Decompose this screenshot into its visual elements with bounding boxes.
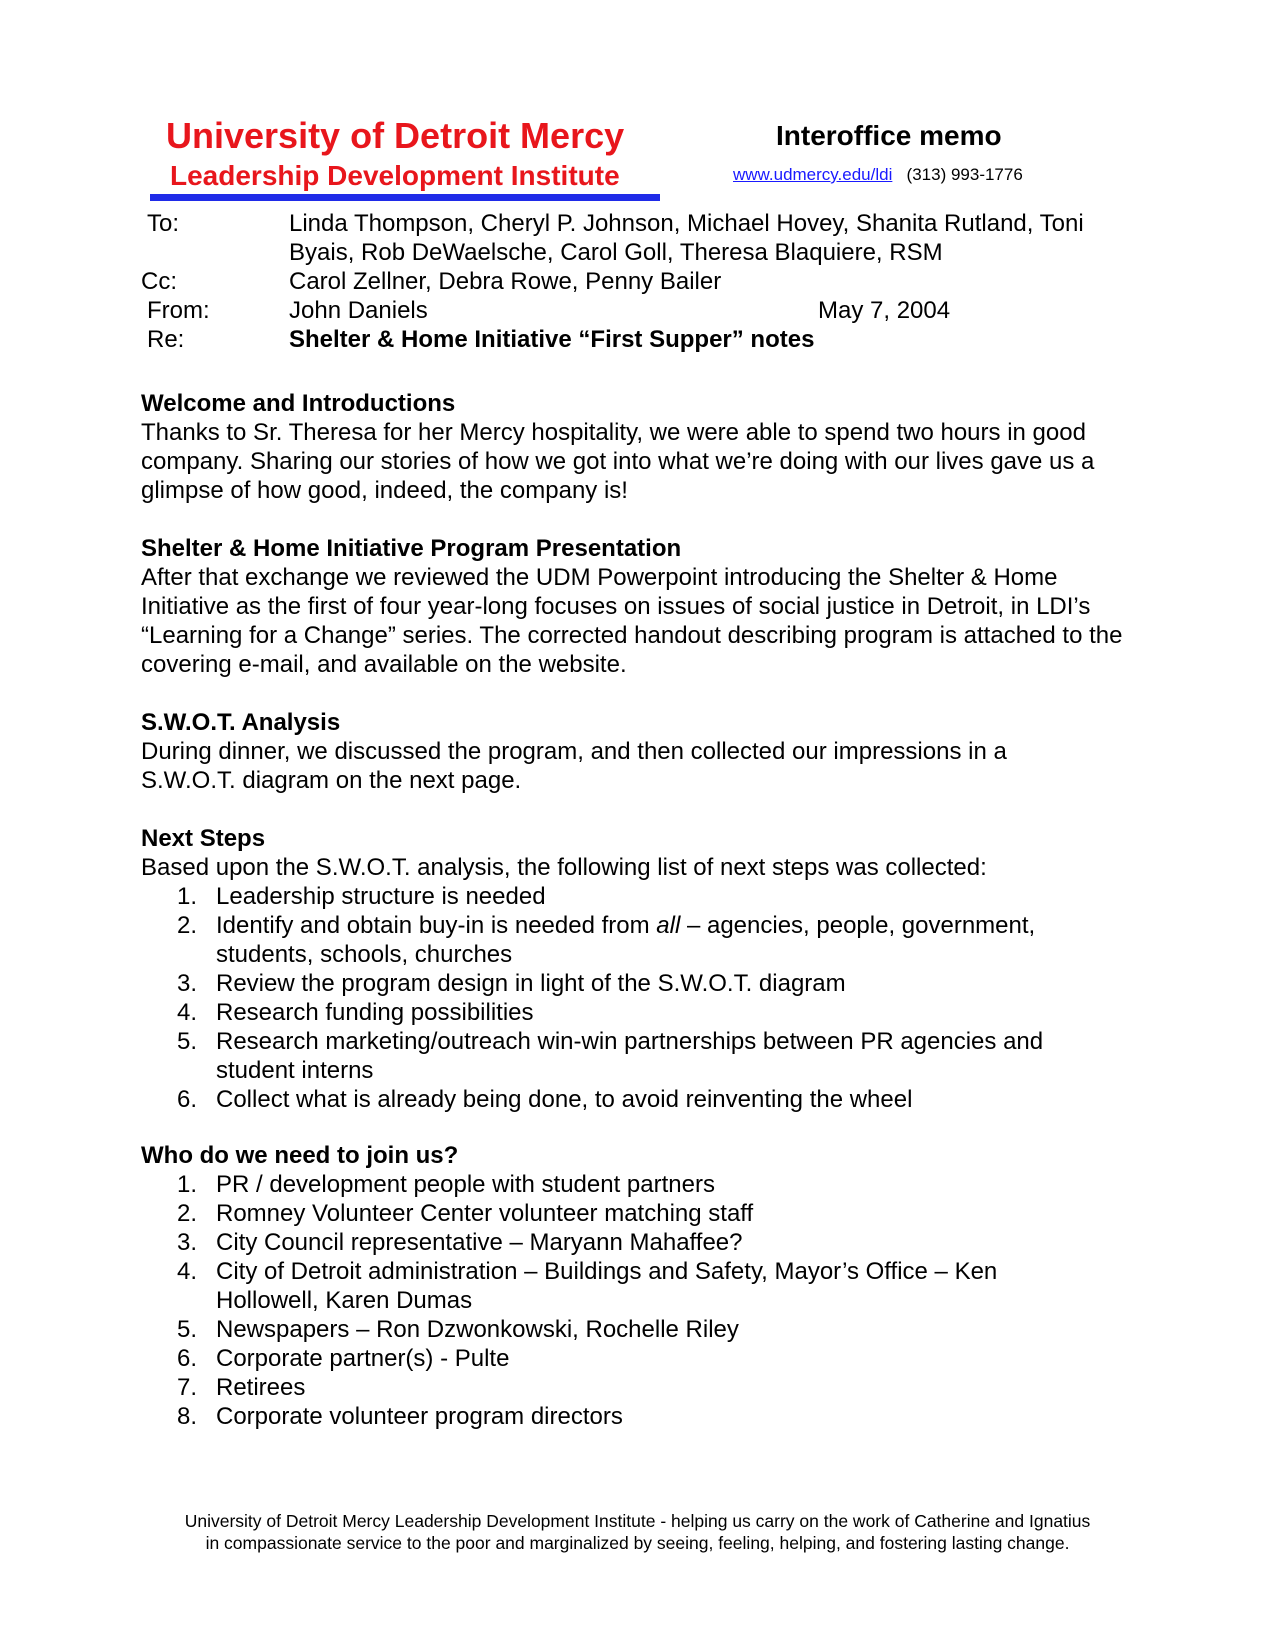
list-number: 7. (177, 1374, 198, 1401)
list-emphasis: all (656, 912, 681, 939)
section-heading: Who do we need to join us? (141, 1142, 459, 1169)
list-text: Leadership structure is needed (216, 883, 546, 910)
list-text: Romney Volunteer Center volunteer matching staff (216, 1200, 754, 1227)
list-text: Collect what is already being done, to avoid reinventing the wheel (216, 1086, 913, 1113)
to-recipients-line-1: Linda Thompson, Cheryl P. Johnson, Michael Hovey, Shanita Rutland, Toni (289, 210, 1084, 237)
list-item (141, 911, 1101, 969)
section-heading: Shelter & Home Initiative Program Presentation (141, 535, 682, 562)
list-item (141, 1373, 1061, 1402)
list-item (141, 1402, 1061, 1431)
list-item (141, 998, 1101, 1027)
list-text-continued: – agencies, people, government, students, schools, churches (216, 912, 1036, 968)
list-item (141, 1085, 1101, 1114)
to-recipients-line-2: Byais, Rob DeWaelsche, Carol Goll, Theresa Blaquiere, RSM (289, 239, 943, 266)
list-item (141, 1257, 1061, 1315)
list-number: 4. (177, 999, 198, 1026)
list-number: 1. (177, 883, 198, 910)
memo-title: Interoffice memo (776, 120, 1002, 151)
section-heading: Next Steps (141, 825, 266, 852)
footer-line-1: University of Detroit Mercy Leadership Development Institute - helping us carry on the work of Catherine and Ignatius (184, 1511, 1091, 1531)
org-name: University of Detroit Mercy (166, 115, 625, 156)
list-number: 1. (177, 1171, 198, 1198)
list-number: 4. (177, 1258, 198, 1285)
to-label: To: (147, 210, 180, 237)
cc-label: Cc: (141, 268, 177, 295)
from-sender: John Daniels (289, 297, 428, 324)
list-text: Corporate volunteer program directors (216, 1403, 623, 1430)
list-text: Review the program design in light of the S.W.O.T. diagram (216, 970, 846, 997)
section-intro: Based upon the S.W.O.T. analysis, the following list of next steps was collected: (141, 854, 987, 881)
section-who-to-join (141, 1141, 1141, 1431)
website-link[interactable]: www.udmercy.edu/ldi (733, 165, 893, 184)
list-text: Retirees (216, 1374, 306, 1401)
section-next-steps (141, 824, 1141, 1114)
section-program-presentation (141, 534, 1141, 679)
section-body: During dinner, we discussed the program, and then collected our impressions in a S.W.O.T. diagram on the next page. (141, 738, 1007, 794)
list-item (141, 969, 1101, 998)
section-welcome (141, 389, 1141, 505)
section-body: After that exchange we reviewed the UDM Powerpoint introducing the Shelter & Home Initiative as the first of four year-long focuses on issues of social justice in Detroit, in LDI’s “Learning for a Change” series. The corrected handout describing program is attached to the covering e-mail, and available on the website. (141, 564, 1123, 678)
list-item (141, 882, 1101, 911)
list-text: PR / development people with student partners (216, 1171, 715, 1198)
re-subject: Shelter & Home Initiative “First Supper” notes (289, 326, 815, 353)
list-text: City Council representative – Maryann Mahaffee? (216, 1229, 743, 1256)
section-heading: Welcome and Introductions (141, 390, 456, 417)
list-text: Research marketing/outreach win-win partnerships between PR agencies and student interns (216, 1028, 1044, 1084)
list-number: 5. (177, 1028, 198, 1055)
phone-number (897, 165, 1023, 184)
header-rule (150, 194, 660, 201)
section-heading: S.W.O.T. Analysis (141, 709, 341, 736)
list-text: Research funding possibilities (216, 999, 534, 1026)
list-number: 2. (177, 912, 198, 939)
list-number: 5. (177, 1316, 198, 1343)
list-item (141, 1199, 1061, 1228)
list-item (141, 1170, 1061, 1199)
memo-date: May 7, 2004 (818, 297, 951, 324)
list-number: 6. (177, 1086, 198, 1113)
who-list (141, 1170, 1061, 1431)
org-unit: Leadership Development Institute (170, 160, 620, 191)
footer (100, 1510, 1175, 1554)
list-item (141, 1228, 1061, 1257)
list-item (141, 1315, 1061, 1344)
list-number: 8. (177, 1403, 198, 1430)
list-item (141, 1344, 1061, 1373)
from-label: From: (147, 297, 210, 324)
phone-text: (313) 993-1776 (906, 165, 1023, 184)
contact-line (733, 164, 1023, 186)
list-number: 3. (177, 1229, 198, 1256)
section-body: Thanks to Sr. Theresa for her Mercy hospitality, we were able to spend two hours in good company. Sharing our stories of how we got into what we’re doing with our lives gave us a glimpse of how good, indeed, the company is! (141, 419, 1095, 504)
footer-line-2: in compassionate service to the poor and marginalized by seeing, feeling, helping, and fostering lasting change. (205, 1533, 1070, 1553)
list-text: Identify and obtain buy-in is needed from (216, 912, 657, 939)
list-text: Newspapers – Ron Dzwonkowski, Rochelle Riley (216, 1316, 739, 1343)
list-text: Corporate partner(s) - Pulte (216, 1345, 510, 1372)
list-number: 2. (177, 1200, 198, 1227)
next-steps-list (141, 882, 1101, 1114)
list-item (141, 1027, 1101, 1085)
list-number: 3. (177, 970, 198, 997)
cc-recipients: Carol Zellner, Debra Rowe, Penny Bailer (289, 268, 722, 295)
list-number: 6. (177, 1345, 198, 1372)
re-label: Re: (147, 326, 185, 353)
list-text: City of Detroit administration – Buildings and Safety, Mayor’s Office – Ken Hollowell, Karen Dumas (216, 1258, 998, 1314)
section-swot (141, 708, 1141, 795)
